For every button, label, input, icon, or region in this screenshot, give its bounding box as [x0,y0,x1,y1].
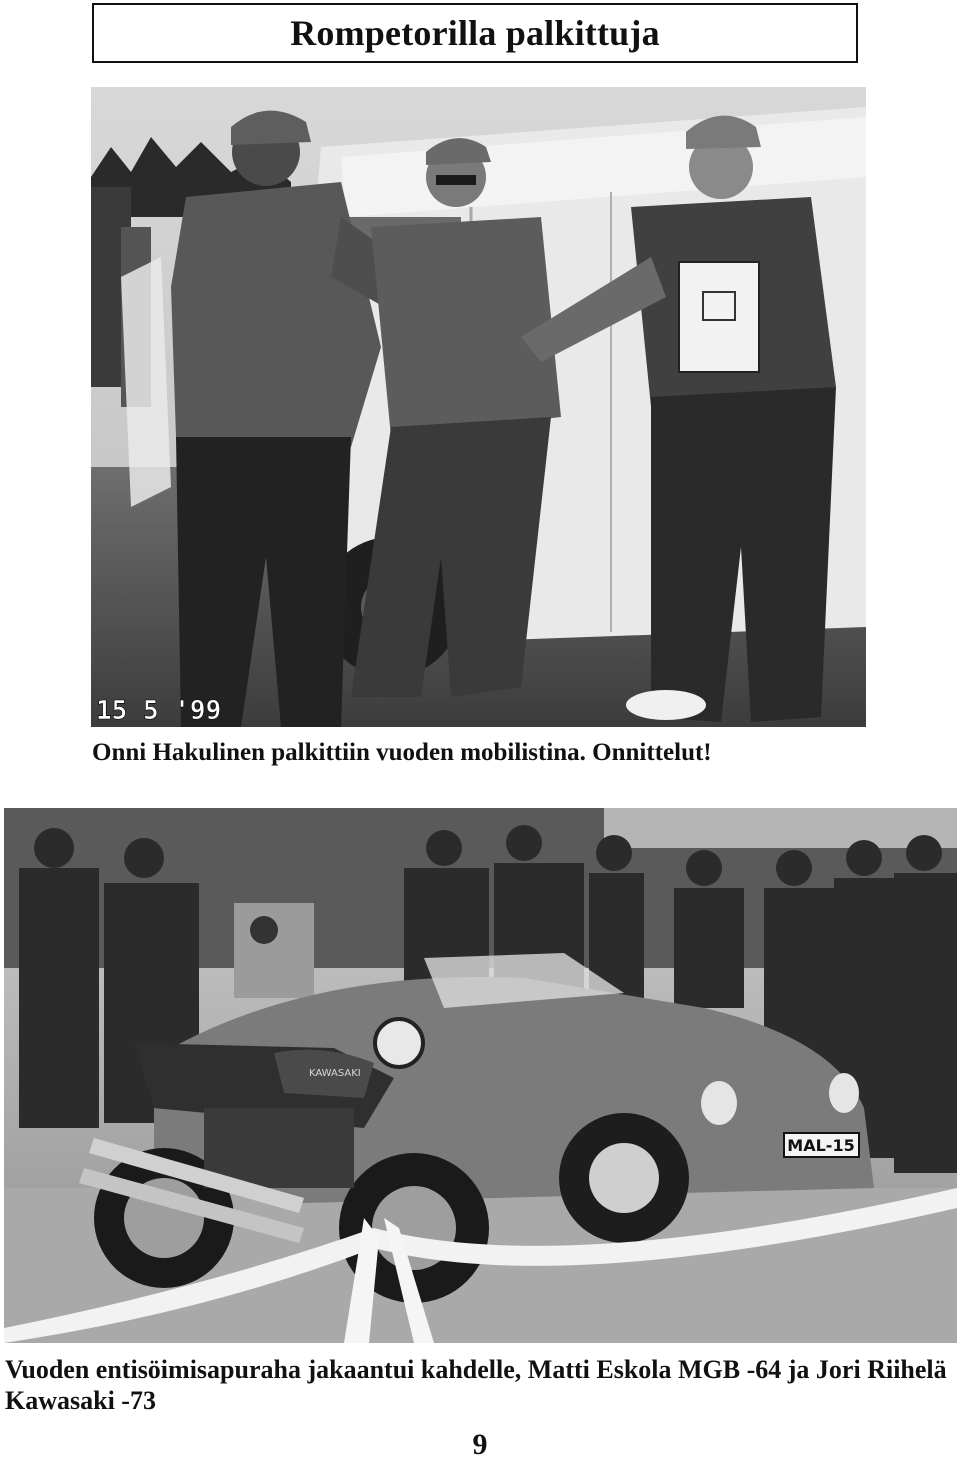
tank-badge: KAWASAKI [309,1068,361,1079]
page-title-box [92,3,858,63]
cars-photo [4,808,957,1343]
bottom-photo-caption-line2: Kawasaki -73 [5,1386,156,1415]
page-title: Rompetorilla palkittuja [290,13,660,53]
date-stamp: 15 5 '99 [96,696,222,726]
bottom-photo-caption-line1: Vuoden entisöimisapuraha jakaantui kahdelle, Matti Eskola MGB -64 ja Jori Riihelä [5,1355,947,1384]
top-photo-caption: Onni Hakulinen palkittiin vuoden mobilistina. Onnittelut! [92,739,712,766]
page-number: 9 [472,1428,488,1461]
license-plate: MAL-15 [787,1136,855,1155]
award-photo [91,87,866,727]
